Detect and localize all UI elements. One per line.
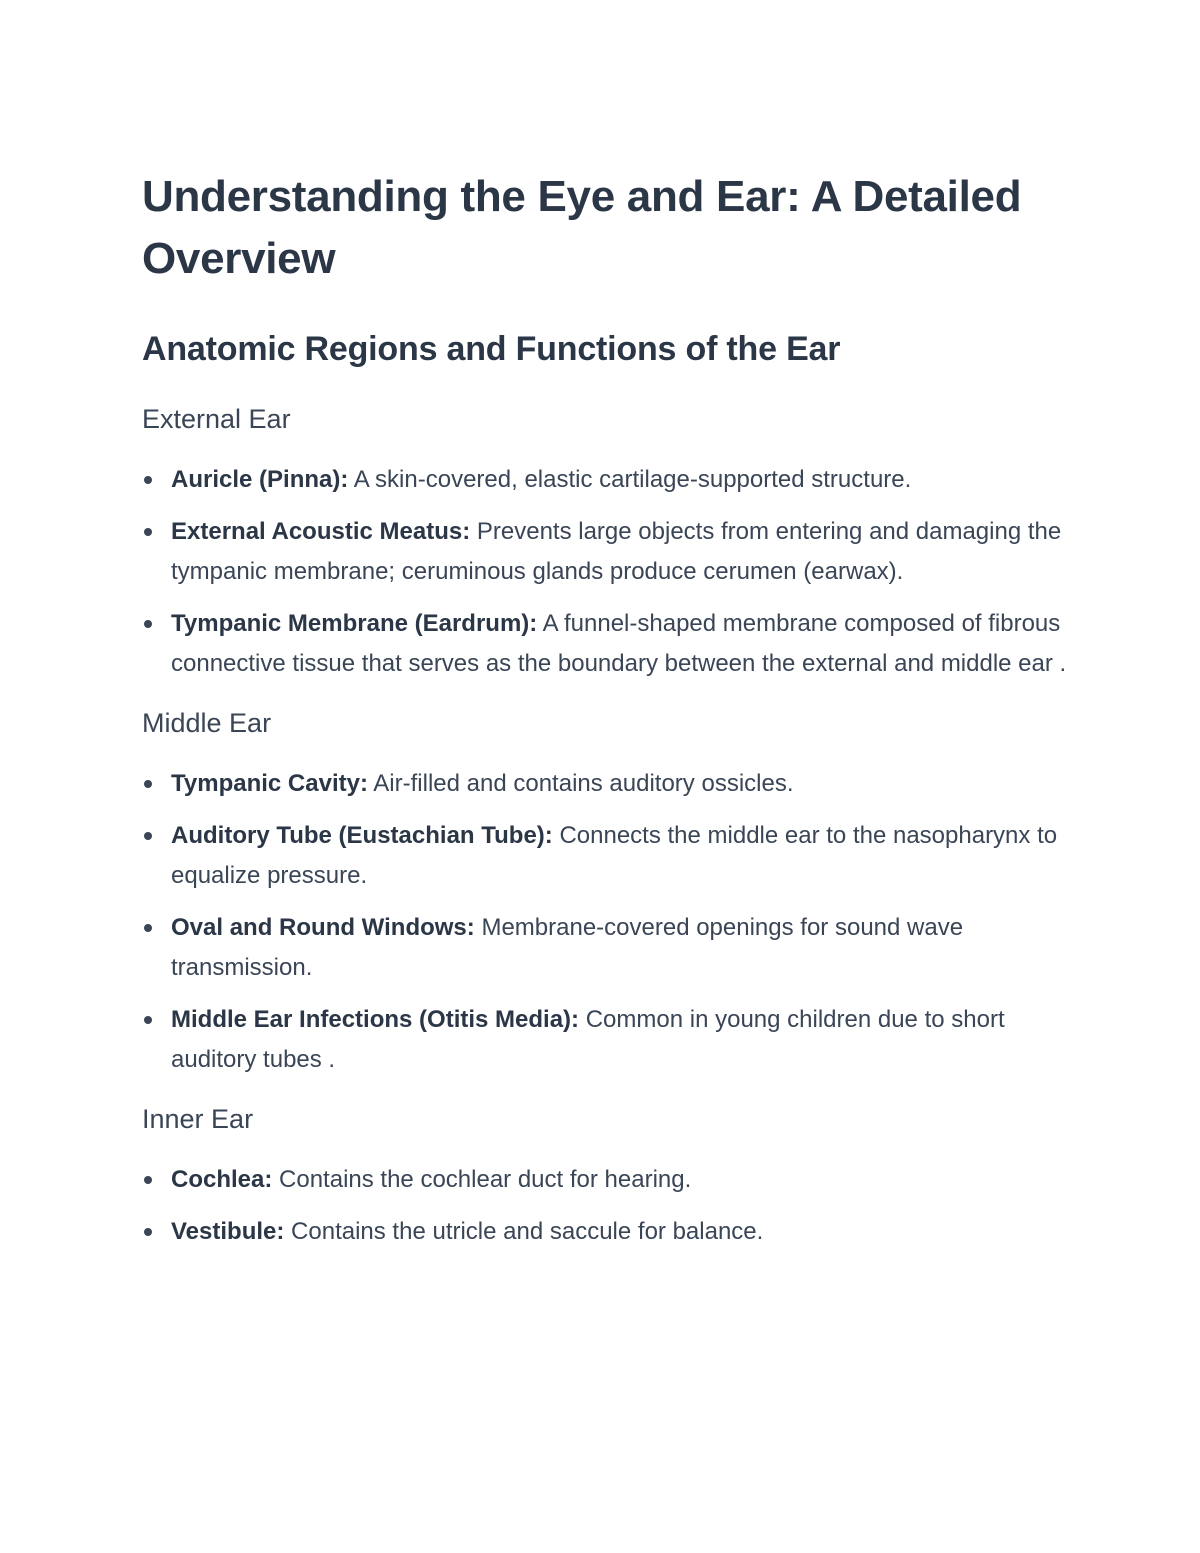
list-item <box>142 460 1072 500</box>
item-text: Membrane-covered openings for sound wave transmission. <box>171 914 964 981</box>
item-term: Tympanic Membrane (Eardrum): <box>171 610 538 637</box>
item-term: Auricle (Pinna): <box>171 466 349 493</box>
item-term: Vestibule: <box>171 1218 285 1245</box>
item-term: Middle Ear Infections (Otitis Media): <box>171 1006 580 1033</box>
list-item <box>142 512 1072 592</box>
item-term: Oval and Round Windows: <box>171 914 475 941</box>
item-term: External Acoustic Meatus: <box>171 518 471 545</box>
bullet-icon <box>144 780 152 788</box>
external-ear-list <box>142 460 1072 684</box>
item-text: A funnel-shaped membrane composed of fibrous connective tissue that serves as the boundary between the external and middle ear . <box>171 610 1067 677</box>
item-term: Cochlea: <box>171 1166 273 1193</box>
document-page <box>142 166 1072 1252</box>
subsection-heading-external-ear: External Ear <box>142 404 291 434</box>
list-item <box>142 1000 1072 1080</box>
middle-ear-list <box>142 764 1072 1080</box>
section-heading: Anatomic Regions and Functions of the Ear <box>142 330 841 368</box>
item-text: Air-filled and contains auditory ossicles. <box>367 770 794 797</box>
list-item <box>142 1212 1072 1252</box>
bullet-icon <box>144 476 152 484</box>
bullet-icon <box>144 620 152 628</box>
item-term: Auditory Tube (Eustachian Tube): <box>171 822 553 849</box>
bullet-icon <box>144 1176 152 1184</box>
item-text: Connects the middle ear to the nasopharynx to equalize pressure. <box>171 822 1058 889</box>
item-text: Prevents large objects from entering and damaging the tympanic membrane; ceruminous glands produce cerumen (earwax). <box>171 518 1062 585</box>
item-text: A skin-covered, elastic cartilage-supported structure. <box>348 466 912 493</box>
bullet-icon <box>144 832 152 840</box>
bullet-icon <box>144 1016 152 1024</box>
subsection-heading-middle-ear: Middle Ear <box>142 708 272 738</box>
list-item <box>142 1160 1072 1200</box>
list-item <box>142 816 1072 896</box>
inner-ear-list <box>142 1160 1072 1252</box>
item-text: Common in young children due to short auditory tubes . <box>171 1006 1005 1073</box>
item-term: Tympanic Cavity: <box>171 770 368 797</box>
bullet-icon <box>144 528 152 536</box>
page-title: Understanding the Eye and Ear: A Detailed Overview <box>142 172 1022 283</box>
list-item <box>142 604 1072 684</box>
item-text: Contains the utricle and saccule for balance. <box>284 1218 764 1245</box>
item-text: Contains the cochlear duct for hearing. <box>272 1166 692 1193</box>
list-item <box>142 764 1072 804</box>
bullet-icon <box>144 1228 152 1236</box>
subsection-heading-inner-ear: Inner Ear <box>142 1104 254 1134</box>
bullet-icon <box>144 924 152 932</box>
list-item <box>142 908 1072 988</box>
